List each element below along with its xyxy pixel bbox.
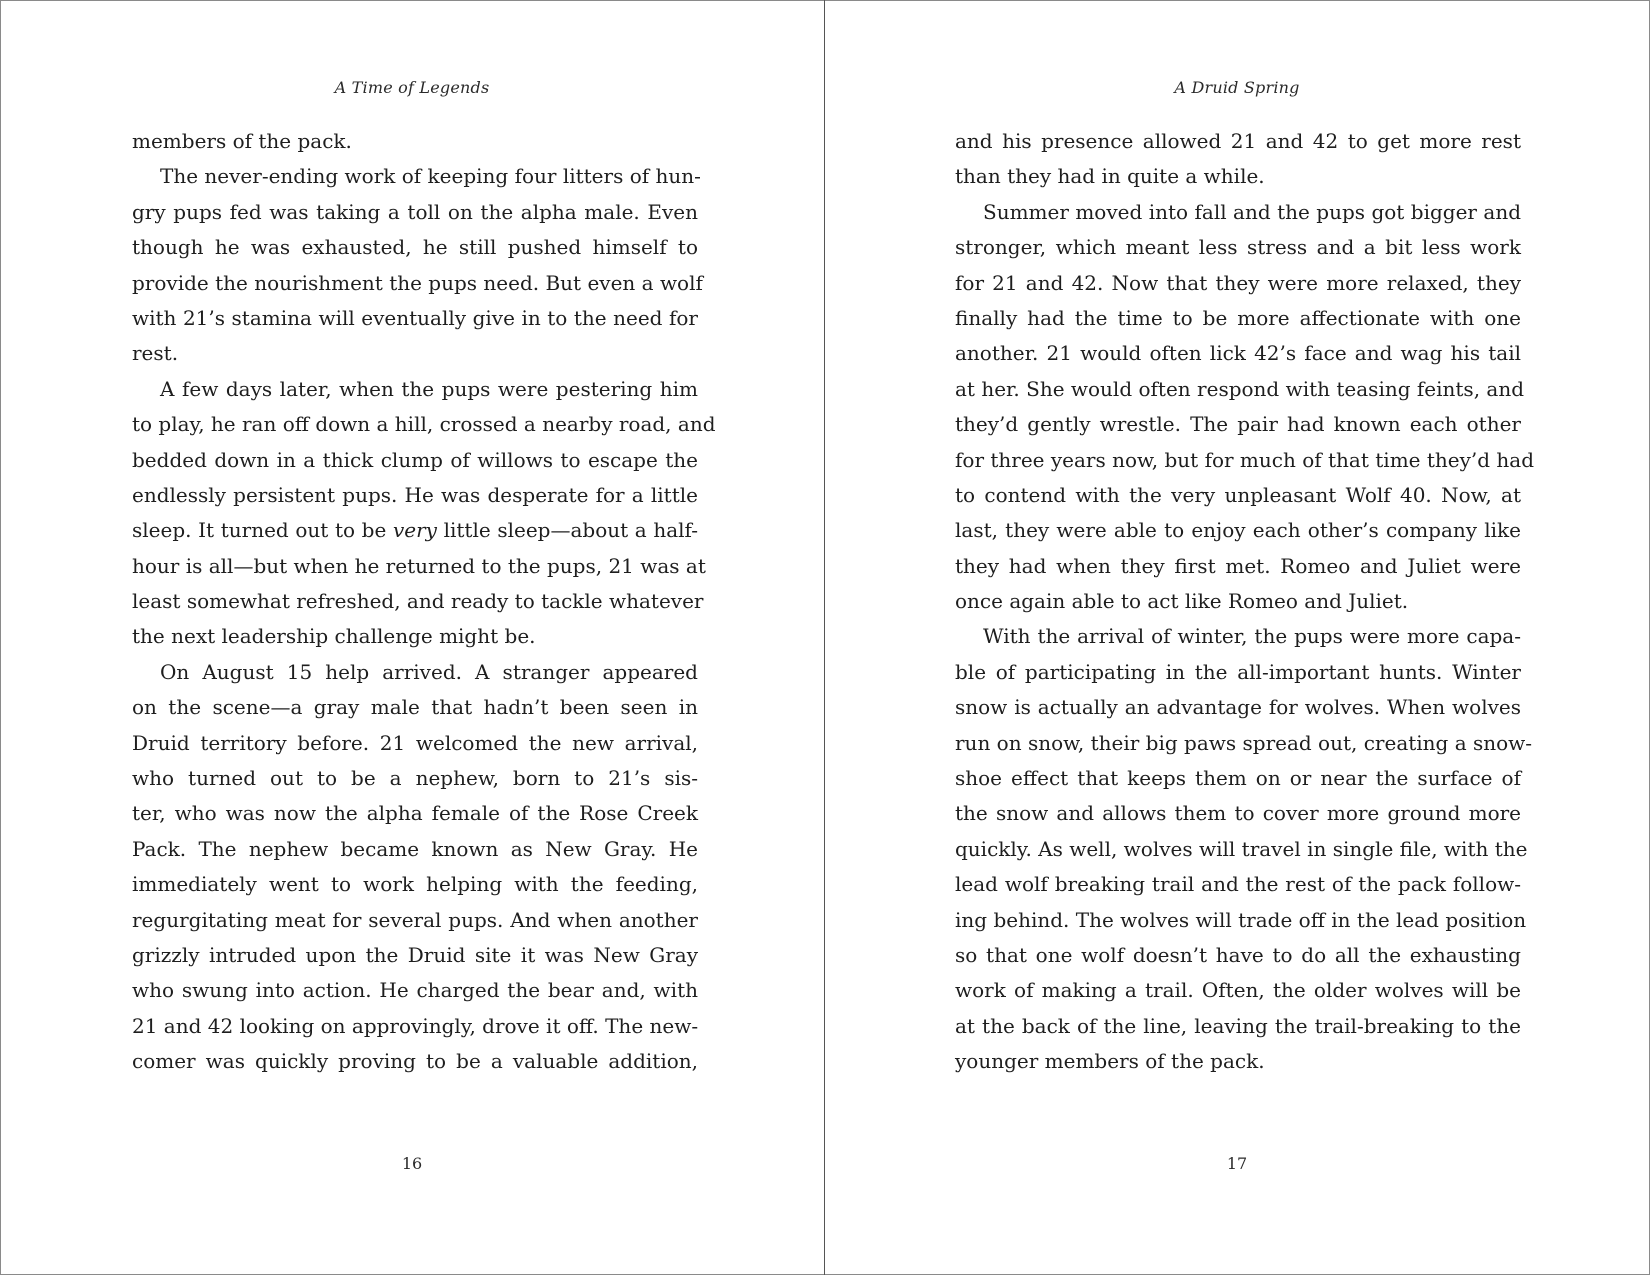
text-line: last, they were able to enjoy each other’s company like <box>955 518 1521 543</box>
text-line: finally had the time to be more affectionate with one <box>955 305 1521 330</box>
page-number-left: 16 <box>401 1154 423 1173</box>
page-number-right: 17 <box>1226 1154 1248 1173</box>
text-line: they’d gently wrestle. The pair had known each other <box>955 412 1521 437</box>
text-line: work of making a trail. Often, the older wolves will be <box>955 978 1521 1003</box>
text-line: quickly. As well, wolves will travel in single file, with the <box>955 836 1528 861</box>
text-line: to contend with the very unpleasant Wolf 40. Now, at <box>955 482 1521 507</box>
text-line: hour is all—but when he returned to the pups, 21 was at <box>132 553 706 578</box>
text-line: shoe effect that keeps them on or near the surface of <box>955 766 1521 791</box>
text-line: Summer moved into fall and the pups got bigger and <box>983 199 1521 224</box>
text-line: comer was quickly proving to be a valuable addition, <box>132 1049 698 1074</box>
text-line: another. 21 would often lick 42’s face and wag his tail <box>955 341 1521 366</box>
text-line: who swung into action. He charged the bear and, with <box>132 978 698 1003</box>
emphasized-word: very <box>392 518 437 543</box>
text-line: the snow and allows them to cover more ground more <box>955 801 1521 826</box>
left-page-body <box>132 124 716 1080</box>
text-line: A few days later, when the pups were pestering him <box>160 376 698 401</box>
text-line: once again able to act like Romeo and Juliet. <box>955 589 1409 614</box>
text-line: grizzly intruded upon the Druid site it was New Gray <box>132 942 698 967</box>
text-line: endlessly persistent pups. He was desperate for a little <box>132 482 698 507</box>
text-line: provide the nourishment the pups need. But even a wolf <box>132 270 703 295</box>
running-head-left: A Time of Legends <box>334 78 490 97</box>
text-line: for 21 and 42. Now that they were more relaxed, they <box>955 270 1521 295</box>
text-line: 21 and 42 looking on approvingly, drove it off. The new- <box>132 1013 699 1038</box>
running-head-right: A Druid Spring <box>1174 78 1300 97</box>
text-line: least somewhat refreshed, and ready to tackle whatever <box>132 589 704 614</box>
text-line: than they had in quite a while. <box>955 164 1265 189</box>
text-line: for three years now, but for much of that time they’d had <box>955 447 1535 472</box>
text-line: stronger, which meant less stress and a bit less work <box>955 235 1521 260</box>
text-line: With the arrival of winter, the pups were more capa- <box>983 624 1521 649</box>
text-line: ter, who was now the alpha female of the Rose Creek <box>132 801 698 826</box>
text-line: sleep. It turned out to be very little sleep—about a half- <box>132 518 699 543</box>
text-line: with 21’s stamina will eventually give in to the need for <box>132 305 698 330</box>
text-line: at her. She would often respond with teasing feints, and <box>955 376 1525 401</box>
text-line: Druid territory before. 21 welcomed the new arrival, <box>132 730 698 755</box>
text-line: they had when they first met. Romeo and Juliet were <box>955 553 1521 578</box>
text-line: ble of participating in the all-important hunts. Winter <box>955 659 1521 684</box>
text-line: younger members of the pack. <box>955 1049 1265 1074</box>
text-line: snow is actually an advantage for wolves. When wolves <box>955 695 1521 720</box>
text-line: run on snow, their big paws spread out, creating a snow- <box>955 730 1533 755</box>
text-line: rest. <box>132 341 179 366</box>
text-line: who turned out to be a nephew, born to 21’s sis- <box>132 766 698 791</box>
text-line: lead wolf breaking trail and the rest of the pack follow- <box>955 872 1521 897</box>
right-page-body <box>955 124 1535 1080</box>
text-line: Pack. The nephew became known as New Gray. He <box>132 836 698 861</box>
text-line: gry pups fed was taking a toll on the alpha male. Even <box>132 199 698 224</box>
left-page <box>0 0 824 1275</box>
text-line: members of the pack. <box>132 129 352 153</box>
text-line: On August 15 help arrived. A stranger appeared <box>160 659 698 684</box>
text-line: though he was exhausted, he still pushed himself to <box>132 235 698 260</box>
text-line: at the back of the line, leaving the trail-breaking to the <box>955 1013 1521 1038</box>
text-line: the next leadership challenge might be. <box>132 624 536 649</box>
text-line: to play, he ran off down a hill, crossed a nearby road, and <box>132 412 716 437</box>
text-line: immediately went to work helping with the feeding, <box>132 872 698 897</box>
text-line: so that one wolf doesn’t have to do all the exhausting <box>955 942 1521 967</box>
text-line: The never-ending work of keeping four litters of hun- <box>160 164 701 189</box>
text-line: on the scene—a gray male that hadn’t been seen in <box>132 695 698 720</box>
right-page <box>825 0 1649 1275</box>
text-line: and his presence allowed 21 and 42 to get more rest <box>955 129 1521 153</box>
text-line: regurgitating meat for several pups. And when another <box>132 907 698 932</box>
text-line: ing behind. The wolves will trade off in the lead position <box>955 907 1527 932</box>
text-line: bedded down in a thick clump of willows to escape the <box>132 447 698 472</box>
